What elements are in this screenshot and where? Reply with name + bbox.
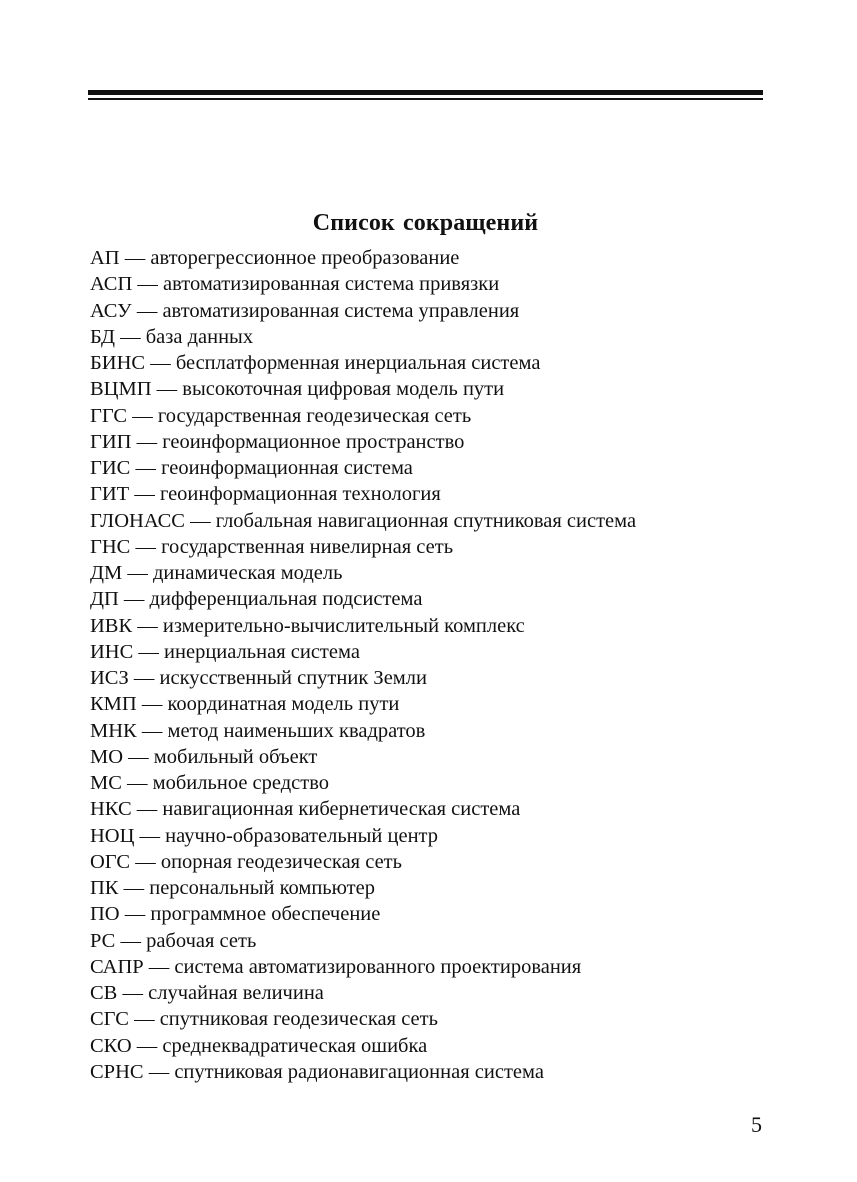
abbreviation-entry <box>90 823 770 849</box>
abbreviation-term: ГНС <box>90 535 131 558</box>
abbreviation-dash: — <box>135 457 156 479</box>
abbreviation-definition: бесплатформенная инерциальная система <box>175 352 541 374</box>
abbreviation-entry <box>90 534 770 560</box>
abbreviation-definition: автоматизированная система привязки <box>163 273 500 296</box>
abbreviation-definition: дифференциальная подсистема <box>149 588 423 611</box>
abbreviation-definition: геоинформационная система <box>161 457 413 479</box>
abbreviation-term: РС <box>90 929 116 952</box>
abbreviation-dash: — <box>124 903 146 926</box>
abbreviation-entry <box>90 928 770 954</box>
abbreviation-term: ПК <box>90 877 119 899</box>
abbreviation-dash: — <box>134 483 155 506</box>
abbreviation-entry <box>90 271 770 297</box>
abbreviation-entry <box>90 875 770 901</box>
abbreviation-dash: — <box>136 430 158 453</box>
abbreviation-entry <box>90 1006 770 1032</box>
abbreviation-term: БИНС <box>90 352 146 374</box>
abbreviation-entry <box>90 403 770 429</box>
abbreviation-term: НКС <box>90 798 132 821</box>
abbreviation-definition: случайная величина <box>148 982 324 1004</box>
abbreviation-definition: опорная геодезическая сеть <box>160 850 402 873</box>
abbreviation-term: КМП <box>90 693 137 716</box>
abbreviation-entry <box>90 744 770 770</box>
abbreviation-definition: мобильный объект <box>153 745 318 768</box>
abbreviation-definition: высокоточная цифровая модель пути <box>182 378 505 401</box>
abbreviation-entry <box>90 849 770 875</box>
abbreviation-term: НОЦ <box>90 824 135 847</box>
abbreviation-term: ИНС <box>90 640 134 663</box>
abbreviation-term: ДП <box>90 588 119 611</box>
abbreviation-dash: — <box>141 719 163 742</box>
abbreviation-definition: глобальная навигационная спутниковая система <box>215 509 637 532</box>
abbreviation-definition: научно-образовательный центр <box>165 824 439 847</box>
abbreviation-term: АСУ <box>90 299 132 322</box>
abbreviation-definition: персональный компьютер <box>149 877 375 899</box>
abbreviation-entry <box>90 613 770 639</box>
abbreviation-term: СГС <box>90 1008 129 1031</box>
abbreviation-definition: спутниковая геодезическая сеть <box>159 1008 438 1031</box>
abbreviation-definition: государственная геодезическая сеть <box>157 404 472 427</box>
abbreviation-dash: — <box>135 850 156 873</box>
abbreviation-entry <box>90 770 770 796</box>
abbreviation-dash: — <box>136 1034 158 1057</box>
abbreviation-term: ВЦМП <box>90 378 152 401</box>
abbreviation-dash: — <box>137 614 158 637</box>
abbreviation-definition: государственная нивелирная сеть <box>161 535 454 558</box>
abbreviation-term: ГИТ <box>90 483 130 506</box>
abbreviation-dash: — <box>136 798 158 821</box>
header-rule-thick <box>88 90 763 95</box>
abbreviation-term: ГЛОНАСС <box>90 509 185 532</box>
abbreviation-term: САПР <box>90 955 144 978</box>
abbreviation-entry <box>90 718 770 744</box>
abbreviation-definition: измерительно-вычислительный комплекс <box>162 614 525 637</box>
abbreviation-term: ДМ <box>90 562 123 584</box>
abbreviation-entry <box>90 691 770 717</box>
abbreviation-dash: — <box>190 509 211 532</box>
abbreviation-definition: мобильное средство <box>152 772 330 794</box>
abbreviation-dash: — <box>123 588 145 611</box>
abbreviation-entry <box>90 980 770 1006</box>
header-rule-thin <box>88 98 763 100</box>
abbreviation-dash: — <box>123 877 145 899</box>
abbreviation-definition: среднеквадратическая ошибка <box>162 1034 428 1057</box>
abbreviation-entry <box>90 481 770 507</box>
abbreviation-definition: спутниковая радионавигационная система <box>174 1060 544 1083</box>
abbreviation-entry <box>90 376 770 402</box>
abbreviation-entry <box>90 665 770 691</box>
abbreviation-term: АП <box>90 247 120 269</box>
abbreviation-dash: — <box>134 1008 155 1031</box>
abbreviation-dash: — <box>132 404 153 427</box>
abbreviation-term: ГИП <box>90 430 132 453</box>
abbreviation-dash: — <box>122 982 143 1004</box>
abbreviation-entry <box>90 796 770 822</box>
abbreviation-dash: — <box>133 667 155 689</box>
abbreviation-definition: авторегрессионное преобразование <box>150 247 460 269</box>
abbreviation-entry <box>90 455 770 481</box>
abbreviation-list <box>90 245 770 1085</box>
abbreviation-term: СВ <box>90 982 118 1004</box>
abbreviation-term: СКО <box>90 1034 132 1057</box>
abbreviation-definition: координатная модель пути <box>167 693 400 716</box>
abbreviation-definition: база данных <box>145 325 254 348</box>
abbreviation-dash: — <box>137 273 158 296</box>
abbreviation-term: СРНС <box>90 1060 144 1083</box>
abbreviation-dash: — <box>156 378 178 401</box>
abbreviation-term: ИВК <box>90 614 133 637</box>
abbreviation-entry <box>90 560 770 586</box>
abbreviation-dash: — <box>120 929 141 952</box>
abbreviation-term: МО <box>90 745 124 768</box>
abbreviation-entry <box>90 1033 770 1059</box>
abbreviation-dash: — <box>128 745 149 768</box>
abbreviation-dash: — <box>120 325 141 348</box>
abbreviation-definition: инерциальная система <box>164 640 360 663</box>
abbreviation-definition: геоинформационное пространство <box>162 430 465 453</box>
abbreviation-dash: — <box>148 955 170 978</box>
abbreviation-definition: геоинформационная технология <box>159 483 441 506</box>
abbreviation-definition: метод наименьших квадратов <box>167 719 426 742</box>
abbreviation-entry <box>90 1059 770 1085</box>
abbreviation-entry <box>90 508 770 534</box>
abbreviation-definition: система автоматизированного проектирования <box>174 955 582 978</box>
abbreviation-entry <box>90 954 770 980</box>
abbreviation-definition: навигационная кибернетическая система <box>162 798 521 821</box>
abbreviation-entry <box>90 324 770 350</box>
abbreviation-term: МС <box>90 772 122 794</box>
abbreviation-definition: искусственный спутник Земли <box>159 667 427 689</box>
abbreviation-dash: — <box>124 247 146 269</box>
abbreviation-term: ГГС <box>90 404 128 427</box>
abbreviation-dash: — <box>127 772 148 794</box>
abbreviation-term: ПО <box>90 903 120 926</box>
page-number: 5 <box>751 1112 762 1137</box>
abbreviation-term: ГИС <box>90 457 131 479</box>
abbreviation-term: ИСЗ <box>90 667 129 689</box>
abbreviation-dash: — <box>141 693 163 716</box>
abbreviation-entry <box>90 245 770 271</box>
abbreviation-entry <box>90 429 770 455</box>
abbreviation-definition: автоматизированная система управления <box>162 299 520 322</box>
abbreviation-dash: — <box>138 640 159 663</box>
abbreviation-term: БД <box>90 325 115 348</box>
abbreviation-entry <box>90 350 770 376</box>
abbreviation-entry <box>90 586 770 612</box>
abbreviation-dash: — <box>139 824 161 847</box>
abbreviation-entry <box>90 639 770 665</box>
abbreviation-dash: — <box>148 1060 170 1083</box>
abbreviation-term: АСП <box>90 273 133 296</box>
abbreviation-definition: динамическая модель <box>152 562 343 584</box>
abbreviation-dash: — <box>136 299 158 322</box>
abbreviation-definition: рабочая сеть <box>146 929 257 952</box>
abbreviation-dash: — <box>127 562 148 584</box>
page-title: Список сокращений <box>312 210 539 236</box>
abbreviation-dash: — <box>135 535 156 558</box>
abbreviation-entry <box>90 298 770 324</box>
abbreviation-dash: — <box>150 352 171 374</box>
abbreviation-definition: программное обеспечение <box>150 903 381 926</box>
abbreviation-entry <box>90 901 770 927</box>
abbreviation-term: МНК <box>90 719 137 742</box>
abbreviation-term: ОГС <box>90 850 131 873</box>
